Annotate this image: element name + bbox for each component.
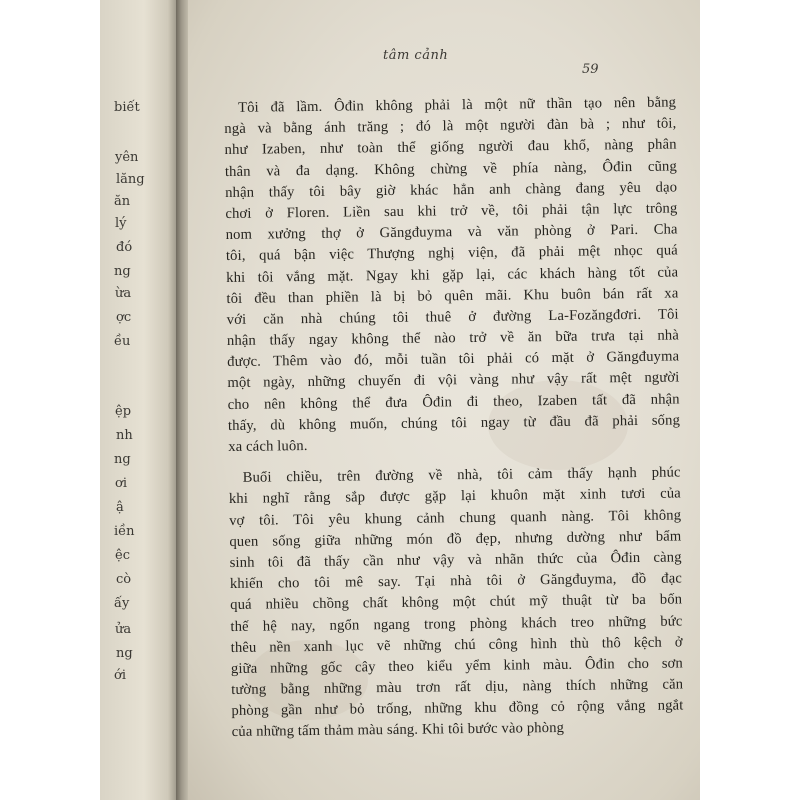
left-page-text-fragment: ệc bbox=[115, 548, 130, 563]
background-right bbox=[700, 0, 800, 800]
text-line: nhận thấy tôi bây giờ khác hẳn anh chàng đang yêu dạo bbox=[225, 179, 678, 201]
text-line: Tôi đã lầm. Ôđin không phải là một nữ thần tạo nên bằng bbox=[238, 94, 677, 116]
text-line: quen sống giữa những món đồ đẹp, nhưng dường như bẩm bbox=[229, 528, 682, 550]
text-line: khi nghĩ rằng sắp được gặp lại khuôn mặt xinh tươi của bbox=[228, 485, 681, 508]
paragraph-1 bbox=[224, 92, 680, 458]
text-line: chơi ở Floren. Liền sau khi trở về, tôi phải tận lực trông bbox=[225, 200, 678, 222]
text-line: ngà và bằng ánh trăng ; đó là một người đàn bà ; như tôi, bbox=[224, 115, 677, 138]
text-line: một ngày, những chuyến đi vội vàng như vậy rất mệt người bbox=[227, 369, 680, 392]
text-line: giữa những gốc cây theo kiểu yểm kinh màu. Ôđin cho sơn bbox=[230, 655, 684, 677]
text-line: xa cách luôn. bbox=[228, 438, 308, 455]
text-line: sinh tôi đã thấy cần như vậy và nhãn thức của Ôđin càng bbox=[229, 549, 682, 571]
left-page-text-fragment: ợc bbox=[116, 310, 132, 325]
left-page-text-fragment: cò bbox=[116, 572, 132, 587]
left-page-text-fragment: ng bbox=[116, 646, 133, 661]
left-page-text-fragment: ăn bbox=[114, 194, 131, 209]
text-line: nhận thấy ngay không thể nào trở về ăn bữa trưa tại nhà bbox=[226, 327, 680, 350]
text-line: thân và đa dạng. Không chừng về phía nàng, Ôđin cũng bbox=[224, 158, 677, 180]
left-page-text-fragment: biết bbox=[114, 100, 140, 115]
left-page-text-fragment: lăng bbox=[116, 172, 145, 187]
text-line: khiến cho tôi mê say. Tại nhà tôi ở Găngđuyma, đồ đạc bbox=[229, 570, 683, 593]
left-page-text-fragment: yên bbox=[115, 150, 139, 165]
text-line: thấy, dù không muốn, chúng tôi ngay từ đầu đã phải sống bbox=[227, 412, 681, 434]
left-page-text-fragment: iền bbox=[114, 524, 135, 539]
left-page-text-fragment: ơi bbox=[115, 476, 127, 491]
text-line: quá nhiều chồng chất không một chút mỹ thuật từ ba bốn bbox=[230, 591, 683, 614]
left-page-text-fragment: ậ bbox=[116, 500, 124, 515]
previous-page-edge bbox=[100, 0, 180, 800]
text-line: cho nên không thể đưa Ôđin đi theo, Izaben tất đã nhận bbox=[227, 391, 680, 413]
text-line: với căn nhà chúng tôi thuê ở đường La-Fozăngđơri. Tôi bbox=[226, 306, 679, 328]
left-page-text-fragment: ều bbox=[114, 334, 131, 349]
text-line: tôi đều than phiền là bị bỏ quên mãi. Khu buôn bán rất xa bbox=[226, 285, 679, 307]
book-page bbox=[188, 0, 700, 800]
left-page-text-fragment: lý bbox=[115, 216, 127, 231]
left-page-text-fragment: ừa bbox=[115, 286, 132, 301]
text-line: vợ tôi. Tôi yêu khung cảnh chung quanh nàng. Tôi không bbox=[229, 507, 682, 529]
text-line: tôi, quá bận việc Thượng nghị viện, đã phải mệt nhọc quá bbox=[225, 242, 678, 265]
left-page-text-fragment: nh bbox=[116, 428, 133, 443]
text-line: thế hệ nay, ngổn ngang trong phòng khách treo những bức bbox=[230, 612, 683, 635]
left-page-text-fragment: ệp bbox=[115, 404, 132, 419]
text-line: tường bằng những màu trơn rất dịu, nàng thích những căn bbox=[231, 676, 684, 699]
text-line: phòng gần như bỏ trống, những khu đồng cỏ rộng vắng ngắt bbox=[231, 697, 684, 720]
left-page-text-fragment: ửa bbox=[115, 622, 132, 637]
paragraph-2 bbox=[229, 463, 684, 744]
page-number: 59 bbox=[582, 62, 599, 77]
text-line: khi tôi vắng mặt. Ngay khi gặp lại, các khách hàng tốt của bbox=[226, 263, 679, 286]
text-line: của những tấm thảm màu sáng. Khi tôi bước vào phòng bbox=[231, 720, 565, 741]
left-page-text-fragment: ng bbox=[114, 452, 131, 467]
text-line: như Izaben, như toàn thể giống người đau khổ, nàng phân bbox=[224, 136, 677, 159]
left-page-text-fragment: ới bbox=[114, 668, 126, 683]
text-line: Buổi chiều, trên đường về nhà, tôi cảm thấy hạnh phúc bbox=[242, 464, 681, 486]
left-page-text-fragment: ấy bbox=[114, 596, 130, 611]
left-page-text-fragment: đó bbox=[116, 240, 133, 255]
body-text bbox=[224, 92, 684, 743]
text-line: được. Thêm vào đó, mỗi tuần tôi phải có mặt ở Găngđuyma bbox=[227, 348, 680, 371]
text-line: thêu nền xanh lục vẽ những chú công hình thù thô kệch ở bbox=[230, 634, 683, 656]
running-head: tâm cảnh bbox=[383, 48, 449, 63]
text-line: nom xưởng thợ ở Găngđuyma và văn phòng ở Pari. Cha bbox=[225, 221, 678, 244]
left-page-text-fragment: ng bbox=[114, 264, 131, 279]
